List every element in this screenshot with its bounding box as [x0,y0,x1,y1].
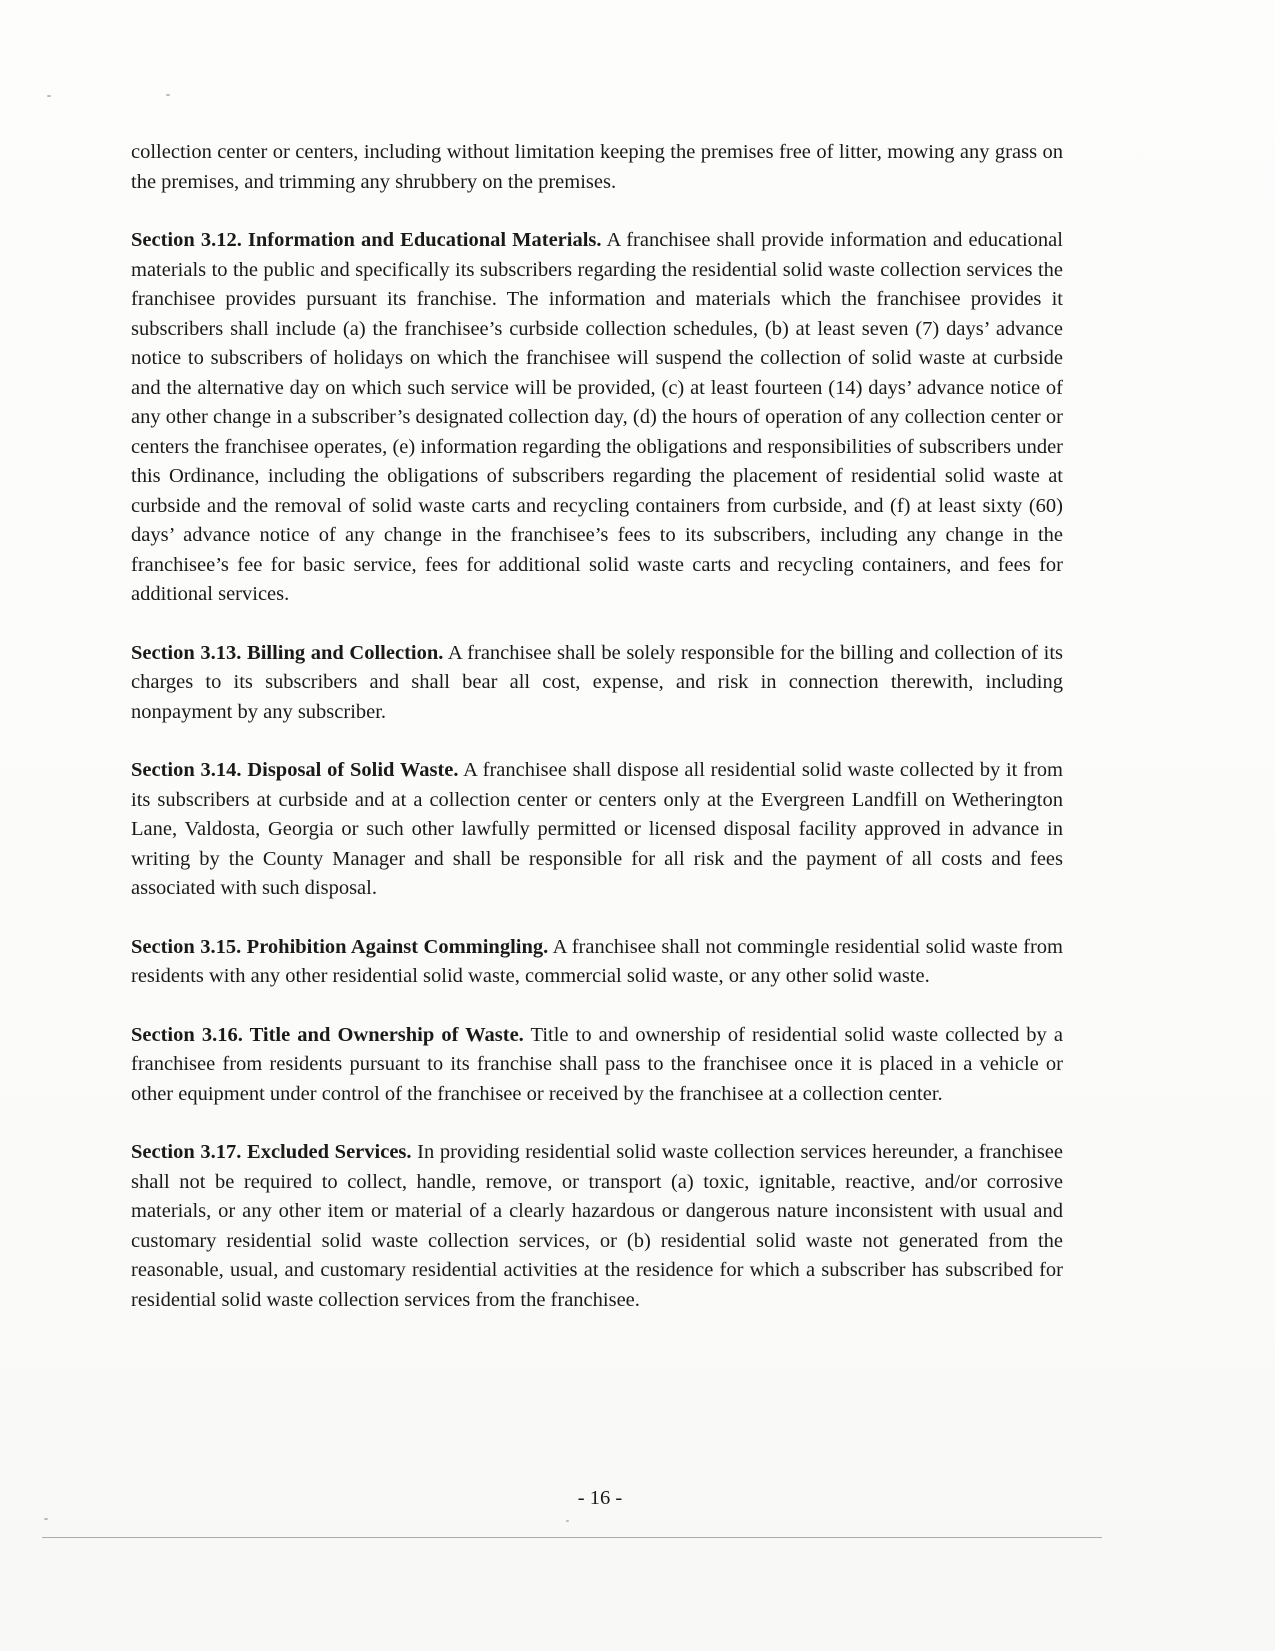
scan-speck [44,1518,48,1520]
section-3-12-heading: Section 3.12. Information and Educational Materials. [131,229,602,251]
section-3-14-body: A franchisee shall dispose all residential solid waste collected by it from its subscribers at curbside and at a collection center or centers only at the Evergreen Landfill on Wetherington Lane, Valdosta, Georgia or such other lawfully permitted or licensed disposal facility approved in advance in writing by the County Manager and shall be responsible for all risk and the payment of all costs and fees associated with such disposal. [131,759,1063,899]
section-3-17 [131,1138,1063,1315]
section-3-15 [131,933,1063,992]
section-3-14 [131,756,1063,904]
scan-speck [47,95,51,97]
section-3-17-body: In providing residential solid waste collection services hereunder, a franchisee shall not be required to collect, handle, remove, or transport (a) toxic, ignitable, reactive, and/or corrosive materials, or any other item or material of a clearly hazardous or dangerous nature inconsistent with usual and customary residential solid waste collection services, or (b) residential solid waste not generated from the reasonable, usual, and customary residential activities at the residence for which a subscriber has subscribed for residential solid waste collection services from the franchisee. [131,1141,1064,1311]
scan-bottom-line [42,1537,1102,1538]
section-3-13 [131,639,1063,728]
section-3-14-heading: Section 3.14. Disposal of Solid Waste. [131,759,459,781]
section-3-16-body: Title to and ownership of residential solid waste collected by a franchisee from residents pursuant to its franchise shall pass to the franchisee once it is placed in a vehicle or other equipment under control of the franchisee or received by the franchisee at a collection center. [131,1023,1063,1105]
section-3-13-heading: Section 3.13. Billing and Collection. [131,641,444,664]
section-3-15-body: A franchisee shall not commingle residential solid waste from residents with any other residential solid waste, commercial solid waste, or any other solid waste. [131,935,1063,987]
document-body [131,138,1063,1315]
continued-paragraph-text: collection center or centers, including without limitation keeping the premises free of litter, mowing any grass on the premises, and trimming any shrubbery on the premises. [131,141,1063,193]
section-3-12 [131,226,1063,610]
section-3-13-body: A franchisee shall be solely responsible for the billing and collection of its charges to its subscribers and shall bear all cost, expense, and risk in connection therewith, including nonpayment by any subscriber. [131,641,1064,723]
page-number: - 16 - [577,1487,623,1509]
section-3-16-heading: Section 3.16. Title and Ownership of Waste. [131,1023,524,1046]
section-3-15-heading: Section 3.15. Prohibition Against Commingling. [131,935,549,958]
section-3-12-body: A franchisee shall provide information and educational materials to the public and specifically its subscribers regarding the residential solid waste collection services the franchisee provides pursuant its franchise. The information and materials which the franchisee provides it subscribers shall include (a) the franchisee’s curbside collection schedules, (b) at least seven (7) days’ advance notice to subscribers of holidays on which the franchisee will suspend the collection of solid waste at curbside and the alternative day on which such service will be provided, (c) at least fourteen (14) days’ advance notice of any other change in a subscriber’s designated collection day, (d) the hours of operation of any collection center or centers the franchisee operates, (e) information regarding the obligations and responsibilities of subscribers under this Ordinance, including the obligations of subscribers regarding the placement of residential solid waste at curbside and the removal of solid waste carts and recycling containers from curbside, and (f) at least sixty (60) days’ advance notice of any change in the franchisee’s fees to its subscribers, including any change in the franchisee’s fee for basic service, fees for additional solid waste carts and recycling containers, and fees for additional services. [131,229,1063,605]
scan-speck [566,1520,569,1522]
section-3-16 [131,1021,1063,1110]
continued-paragraph [131,138,1063,197]
scan-speck [166,94,170,96]
section-3-17-heading: Section 3.17. Excluded Services. [131,1141,412,1163]
